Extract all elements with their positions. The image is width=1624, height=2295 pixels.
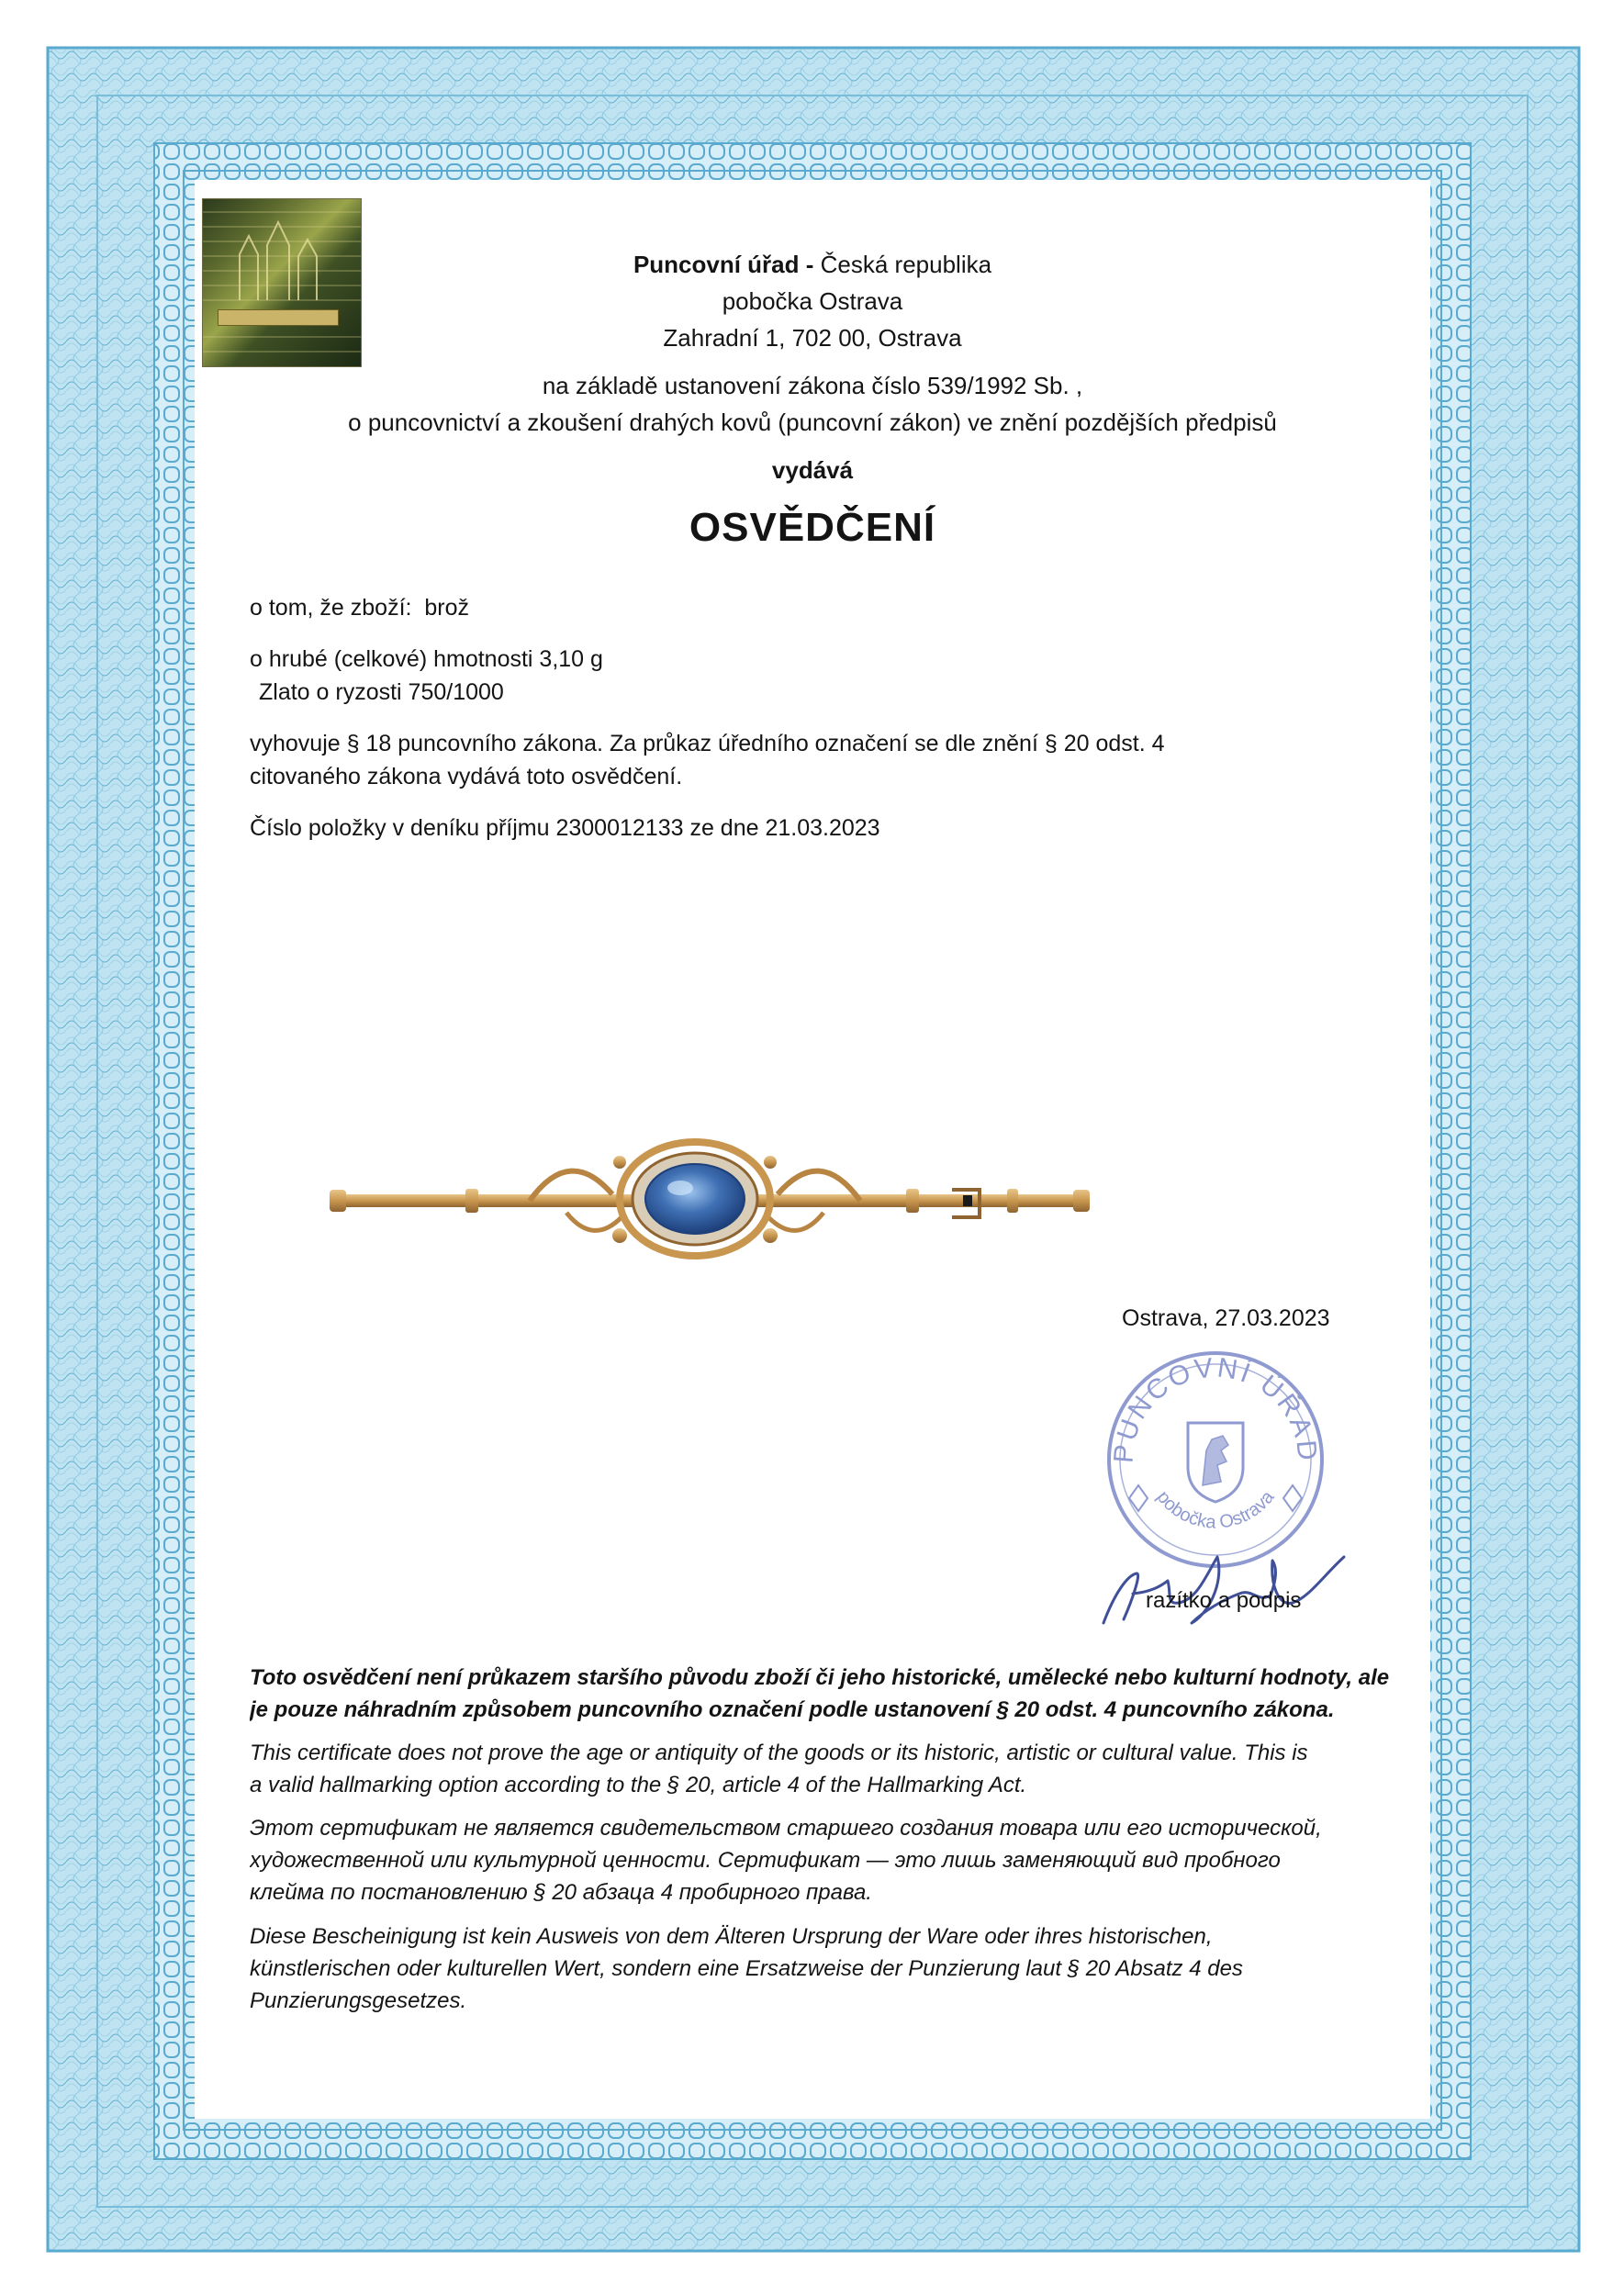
place-date: Ostrava, 27.03.2023 — [1122, 1305, 1330, 1331]
disclaimer-cz — [250, 1662, 1403, 1726]
stamp-top-text: PUNCOVNÍ ÚŘAD — [1108, 1352, 1323, 1464]
compliance-line-2: citovaného zákona vydává toto osvědčení. — [250, 764, 683, 789]
disclaimer-en — [250, 1737, 1403, 1801]
disclaimer-ru-line-2: художественной или культурной ценности. Сертификат — это лишь заменяющий вид пробного — [250, 1848, 1281, 1873]
office-line — [195, 246, 1430, 283]
svg-text:pobočka Ostrava — [1153, 1486, 1279, 1532]
journal-line: Číslo položky v deníku příjmu 2300012133 ze dne 21.03.2023 — [250, 815, 880, 841]
issues-line: vydává — [771, 456, 854, 484]
brooch-photo — [309, 1098, 1136, 1300]
disclaimer-de-line-1: Diese Bescheinigung ist kein Ausweis von dem Älteren Ursprung der Ware oder ihres historischen, — [250, 1924, 1213, 1949]
gold-purity-line: Zlato o ryzosti 750/1000 — [259, 679, 504, 705]
stamp-bottom-text: pobočka Ostrava — [1152, 1487, 1279, 1533]
office-country: Česká republika — [813, 251, 992, 278]
disclaimer-en-line-2: a valid hallmarking option according to the § 20, article 4 of the Hallmarking Act. — [250, 1773, 1027, 1797]
disclaimer-cz-line-1: Toto osvědčení není průkazem staršího původu zboží či jeho historické, umělecké nebo kulturní hodnoty, ale — [250, 1665, 1390, 1690]
item-value: brož — [424, 595, 470, 621]
compliance-line-1: vyhovuje § 18 puncovního zákona. Za průkaz úředního označení se dle znění § 20 odst. 4 — [250, 731, 1165, 756]
law-line-2: o puncovnictví a zkoušení drahých kovů (puncovní zákon) ve znění pozdějších předpisů — [348, 409, 1277, 436]
item-prefix: o tom, že zboží: — [250, 595, 412, 621]
item-line — [250, 591, 1379, 624]
disclaimer-ru — [250, 1812, 1403, 1909]
disclaimer-de — [250, 1920, 1403, 2017]
address-line: Zahradní 1, 702 00, Ostrava — [663, 324, 962, 352]
office-name: Puncovní úřad - — [633, 251, 814, 278]
certificate-title: OSVĚDČENÍ — [689, 505, 936, 550]
signature-label: razítko a podpis — [1146, 1588, 1302, 1613]
certificate-sheet — [195, 180, 1430, 2119]
branch-line: pobočka Ostrava — [722, 287, 903, 315]
disclaimer-ru-line-3: клейма по постановлению § 20 абзаца 4 пробирного права. — [250, 1880, 872, 1905]
disclaimer-cz-line-2: je pouze náhradním způsobem puncovního označení podle ustanovení § 20 odst. 4 puncovního zákona. — [250, 1697, 1335, 1722]
law-line-1: na základě ustanovení zákona číslo 539/1992 Sb. , — [542, 372, 1083, 399]
weight-line: o hrubé (celkové) hmotnosti 3,10 g — [250, 646, 603, 672]
disclaimer-en-line-1: This certificate does not prove the age or antiquity of the goods or its historic, artistic or cultural value. This is — [250, 1741, 1308, 1765]
disclaimer-de-line-3: Punzierungsgesetzes. — [250, 1988, 467, 2013]
disclaimer-de-line-2: künstlerischen oder kulturellen Wert, sondern eine Ersatzweise der Punzierung laut § 20 Absatz 4 des — [250, 1956, 1243, 1981]
disclaimer-ru-line-1: Этот сертификат не является свидетельством старшего создания товара или его исторической, — [250, 1816, 1322, 1841]
